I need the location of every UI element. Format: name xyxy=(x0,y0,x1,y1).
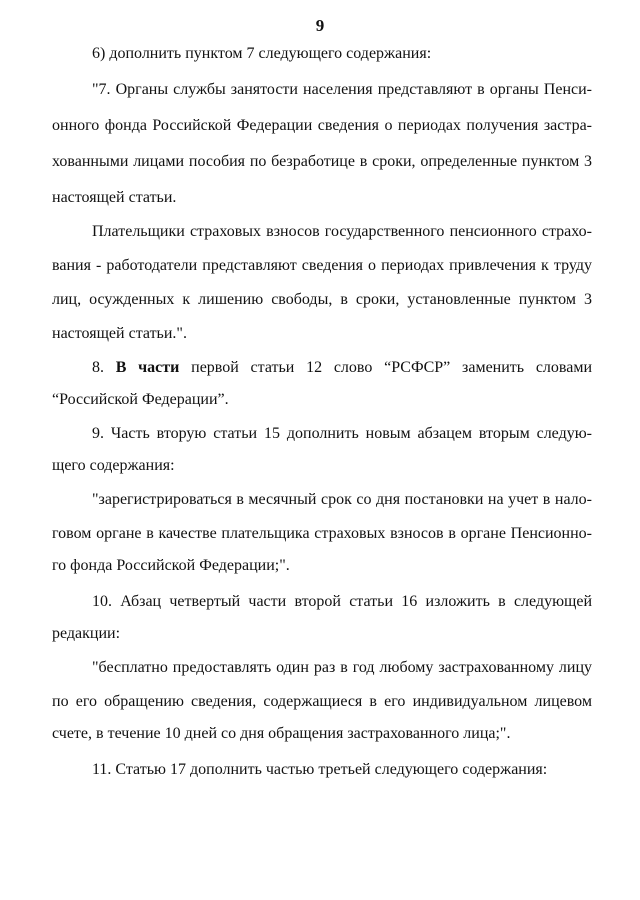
text-line: онного фонда Российской Федерации сведения о периодах получения застра- xyxy=(52,117,592,134)
text-line: настоящей статьи.". xyxy=(52,325,187,342)
item-8-number: 8. xyxy=(92,359,104,376)
text-line: "зарегистрироваться в месячный срок со дня постановки на учет в нало- xyxy=(92,491,592,508)
text-line: по его обращению сведения, содержащиеся в его индивидуальном лицевом xyxy=(52,693,592,710)
text-line: 11. Статью 17 дополнить частью третьей следующего содержания: xyxy=(92,761,548,778)
text-line: хованными лицами пособия по безработице в сроки, определенные пунктом 3 xyxy=(52,153,592,170)
text-line: "бесплатно предоставлять один раз в год любому застрахованному лицу xyxy=(92,659,592,676)
text-line: го фонда Российской Федерации;". xyxy=(52,557,290,574)
text-line: щего содержания: xyxy=(52,457,175,474)
text-line: “Российской Федерации”. xyxy=(52,391,229,408)
text-line: Плательщики страховых взносов государственного пенсионного страхо- xyxy=(92,223,592,240)
text-line: 6) дополнить пунктом 7 следующего содержания: xyxy=(92,45,432,62)
item-8-line xyxy=(92,358,592,378)
text-line: счете, в течение 10 дней со дня обращения застрахованного лица;". xyxy=(52,725,511,742)
text-line: настоящей статьи. xyxy=(52,189,177,206)
text-line: 9. Часть вторую статьи 15 дополнить новым абзацем вторым следую- xyxy=(92,425,592,442)
item-8-rest: первой статьи 12 слово “РСФСР” заменить словами xyxy=(191,359,593,376)
text-line: говом органе в качестве плательщика страховых взносов в органе Пенсионно- xyxy=(52,525,592,542)
page-number: 9 xyxy=(315,16,325,35)
text-line: 10. Абзац четвертый части второй статьи 16 изложить в следующей xyxy=(92,593,592,610)
text-line: лиц, осужденных к лишению свободы, в сроки, установленные пунктом 3 xyxy=(52,291,592,308)
text-line: редакции: xyxy=(52,625,121,642)
item-8-bold-phrase: В части xyxy=(115,359,180,376)
text-line: "7. Органы службы занятости населения представляют в органы Пенси- xyxy=(92,81,592,98)
text-line: вания - работодатели представляют сведения о периодах привлечения к труду xyxy=(52,257,592,274)
